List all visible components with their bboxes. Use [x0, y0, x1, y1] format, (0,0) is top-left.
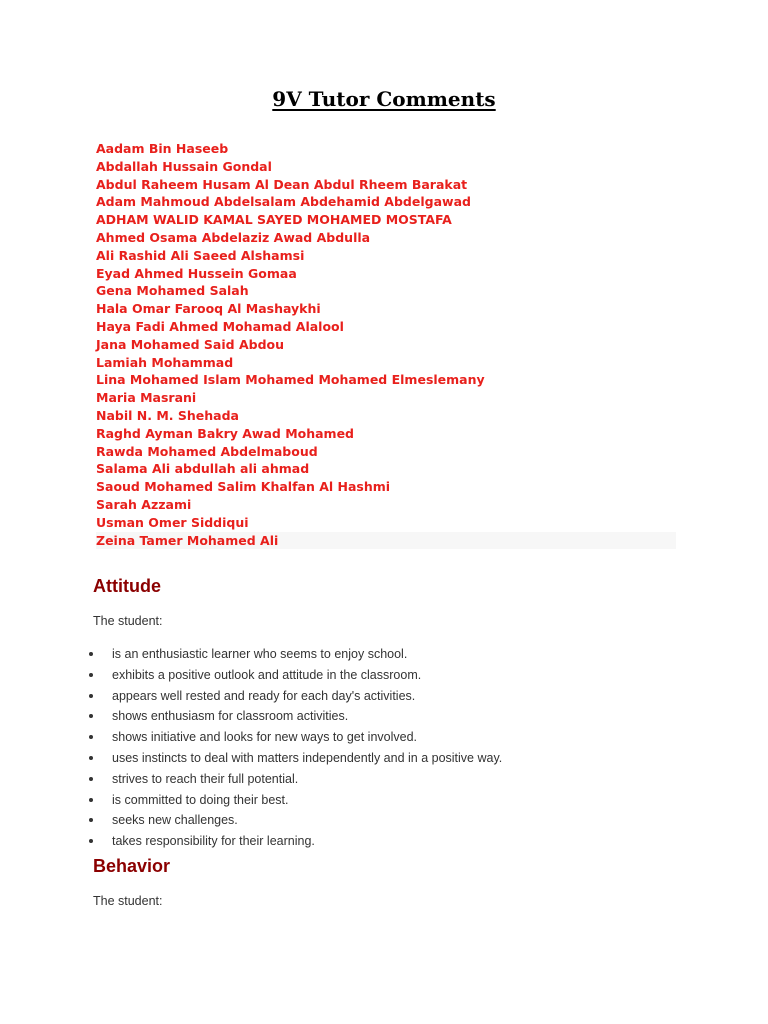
student-name: Aadam Bin Haseeb: [96, 141, 229, 156]
list-item: [89, 688, 502, 709]
bullet-icon: [89, 714, 93, 718]
bullet-icon: [89, 694, 93, 698]
comment-text: takes responsibility for their learning.: [112, 834, 315, 849]
page-title-text: 9V Tutor Comments: [272, 87, 496, 111]
bullet-icon: [89, 798, 93, 802]
student-name: Saoud Mohamed Salim Khalfan Al Hashmi: [96, 479, 391, 495]
behavior-heading: Behavior: [93, 856, 171, 876]
student-name: Zeina Tamer Mohamed Ali: [96, 532, 676, 550]
list-item: [89, 646, 502, 667]
list-item: [89, 833, 502, 854]
comment-text: uses instincts to deal with matters independently and in a positive way.: [112, 750, 503, 765]
attitude-heading: Attitude: [93, 576, 161, 596]
attitude-comment-list: [89, 646, 502, 854]
student-name-list: [96, 140, 676, 549]
page-title: [0, 87, 768, 111]
student-name: Hala Omar Farooq Al Mashaykhi: [96, 301, 321, 317]
comment-text: seeks new challenges.: [112, 813, 238, 828]
bullet-icon: [89, 777, 93, 781]
attitude-intro: The student:: [93, 614, 163, 628]
comment-text: is committed to doing their best.: [112, 792, 289, 807]
student-name: Abdallah Hussain Gondal: [96, 158, 272, 174]
student-name: Nabil N. M. Shehada: [96, 407, 239, 423]
list-item: [89, 750, 502, 771]
student-name: ADHAM WALID KAMAL SAYED MOHAMED MOSTAFA: [96, 212, 452, 228]
student-name: Rawda Mohamed Abdelmaboud: [96, 443, 318, 459]
bullet-icon: [89, 756, 93, 760]
student-name: Sarah Azzami: [96, 496, 192, 512]
student-name: Lamiah Mohammad: [96, 354, 234, 370]
student-name: Abdul Raheem Husam Al Dean Abdul Rheem Barakat: [96, 176, 468, 192]
student-name: Jana Mohamed Said Abdou: [96, 336, 285, 352]
bullet-icon: [89, 652, 93, 656]
student-name: Salama Ali abdullah ali ahmad: [96, 461, 310, 477]
student-name: Ahmed Osama Abdelaziz Awad Abdulla: [96, 229, 371, 245]
student-name: Gena Mohamed Salah: [96, 283, 249, 299]
bullet-icon: [89, 673, 93, 677]
behavior-intro: The student:: [93, 894, 163, 908]
list-item: [89, 771, 502, 792]
comment-text: exhibits a positive outlook and attitude in the classroom.: [112, 667, 422, 682]
student-name: Lina Mohamed Islam Mohamed Mohamed Elmeslemany: [96, 372, 485, 388]
comment-text: shows initiative and looks for new ways to get involved.: [112, 730, 418, 745]
student-name: Haya Fadi Ahmed Mohamad Alalool: [96, 318, 344, 334]
comment-text: shows enthusiasm for classroom activities.: [112, 709, 349, 724]
list-item: [89, 667, 502, 688]
student-name: Maria Masrani: [96, 390, 197, 406]
comment-text: strives to reach their full potential.: [112, 771, 299, 786]
bullet-icon: [89, 818, 93, 822]
comment-text: appears well rested and ready for each day's activities.: [112, 688, 416, 703]
student-name: Ali Rashid Ali Saeed Alshamsi: [96, 247, 305, 263]
student-name: Usman Omer Siddiqui: [96, 514, 249, 530]
list-item: [89, 708, 502, 729]
student-name: Eyad Ahmed Hussein Gomaa: [96, 265, 297, 281]
list-item: [89, 729, 502, 750]
student-name: Raghd Ayman Bakry Awad Mohamed: [96, 425, 355, 441]
list-item: [89, 792, 502, 813]
bullet-icon: [89, 735, 93, 739]
bullet-icon: [89, 839, 93, 843]
comment-text: is an enthusiastic learner who seems to enjoy school.: [112, 647, 408, 661]
student-name: Adam Mahmoud Abdelsalam Abdehamid Abdelgawad: [96, 194, 471, 210]
list-item: [89, 812, 502, 833]
